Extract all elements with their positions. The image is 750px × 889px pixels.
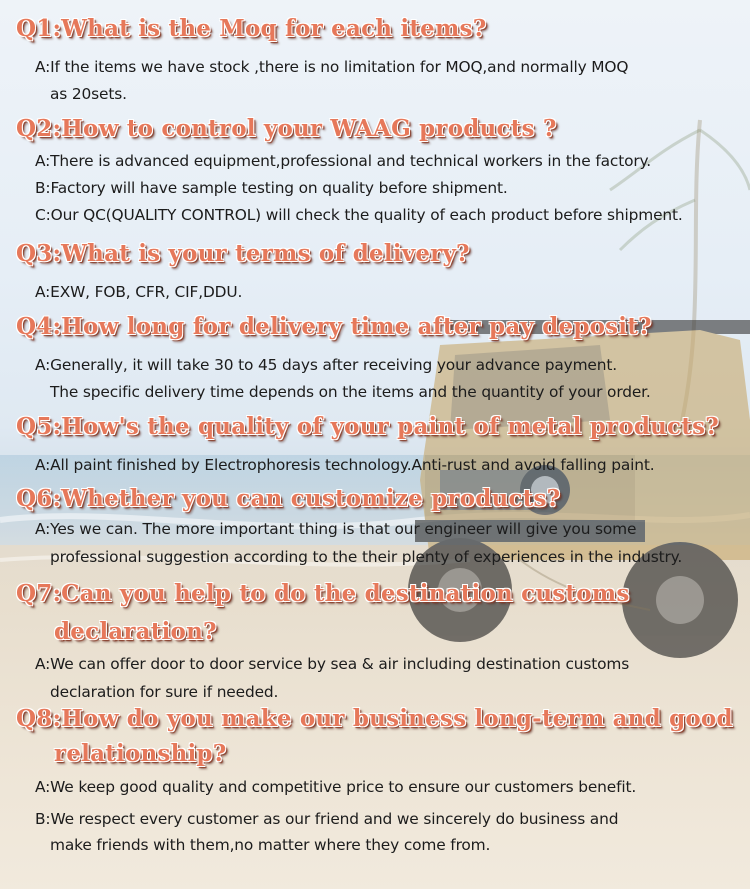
faq-question-6: Q6:Whether you can customize products? (16, 485, 561, 512)
faq-answer-4a-cont: The specific delivery time depends on the items and the quantity of your order. (50, 383, 651, 401)
faq-answer-8b-cont: make friends with them,no matter where they come from. (50, 836, 491, 854)
faq-answer-7a: A:We can offer door to door service by sea & air including destination customs (35, 655, 630, 673)
faq-question-8-cont: relationship? (54, 740, 227, 767)
faq-answer-2b: B:Factory will have sample testing on quality before shipment. (35, 179, 508, 197)
faq-question-5: Q5:How's the quality of your paint of metal products? (16, 413, 719, 440)
faq-answer-6a-cont: professional suggestion according to the their plenty of experiences in the industry. (50, 548, 683, 566)
faq-answer-2c: C:Our QC(QUALITY CONTROL) will check the quality of each product before shipment. (35, 206, 683, 224)
faq-question-7-cont: declaration? (54, 618, 217, 645)
faq-answer-6a: A:Yes we can. The more important thing is that our engineer will give you some (35, 520, 637, 538)
faq-question-4: Q4:How long for delivery time after pay deposit? (16, 313, 652, 340)
faq-question-7: Q7:Can you help to do the destination customs (16, 580, 630, 607)
faq-question-2: Q2:How to control your WAAG products ? (16, 115, 557, 142)
faq-answer-5a: A:All paint finished by Electrophoresis technology.Anti-rust and avoid falling paint. (35, 456, 655, 474)
faq-answer-1a-cont: as 20sets. (50, 85, 127, 103)
faq-question-1: Q1:What is the Moq for each items? (16, 15, 487, 42)
faq-answer-8a: A:We keep good quality and competitive price to ensure our customers benefit. (35, 778, 637, 796)
faq-question-3: Q3:What is your terms of delivery? (16, 240, 470, 267)
faq-answer-2a: A:There is advanced equipment,professional and technical workers in the factory. (35, 152, 652, 170)
faq-answer-4a: A:Generally, it will take 30 to 45 days after receiving your advance payment. (35, 356, 617, 374)
faq-answer-1a: A:If the items we have stock ,there is no limitation for MOQ,and normally MOQ (35, 58, 629, 76)
faq-question-8: Q8:How do you make our business long-term and good (16, 705, 733, 732)
faq-answer-3a: A:EXW, FOB, CFR, CIF,DDU. (35, 283, 243, 301)
faq-answer-8b: B:We respect every customer as our friend and we sincerely do business and (35, 810, 619, 828)
faq-answer-7a-cont: declaration for sure if needed. (50, 683, 279, 701)
